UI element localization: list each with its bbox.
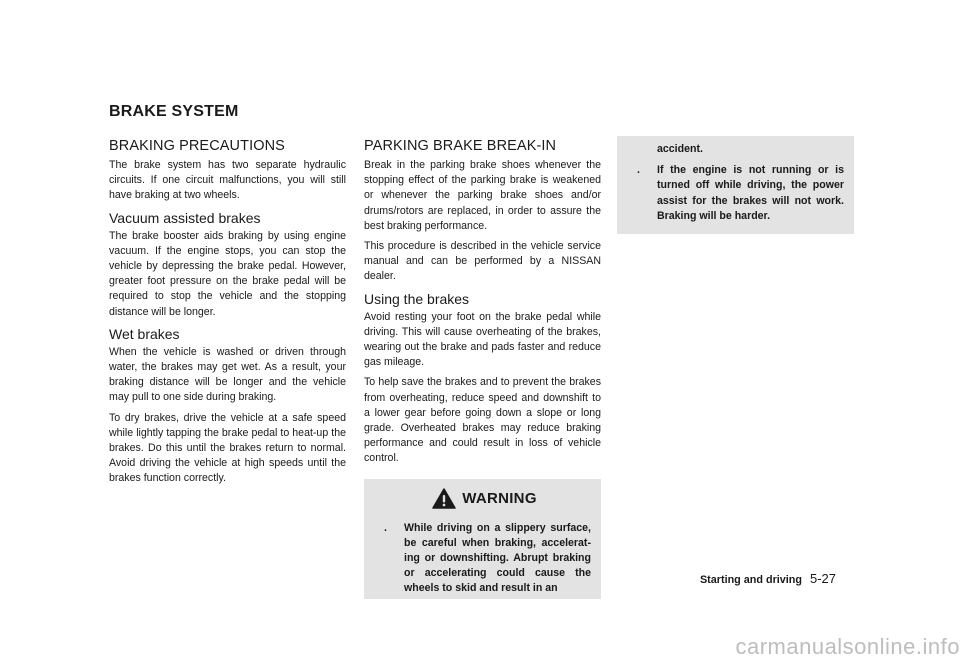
- bullet: .: [637, 164, 640, 177]
- using-brakes-body-2: To help save the brakes and to prevent the brakes from overheating, reduce speed and downshift to a lower gear before going down a slope or long grade. Overheated brakes may reduce braking performance and could result in loss of vehicle control.: [364, 376, 601, 465]
- column-right: [617, 138, 854, 234]
- warning-item-text: While driving on a slippery surface, be careful when braking, accelerat-ing or downshifting. Abrupt braking or accelerating could cause the wheels to skid and result in an: [404, 521, 591, 595]
- parking-brake-body-2: This procedure is described in the vehicle service manual and can be performed by a NISSAN dealer.: [364, 240, 601, 283]
- bullet: .: [384, 521, 387, 534]
- page-footer: [700, 571, 836, 586]
- parking-brake-heading: PARKING BRAKE BREAK-IN: [364, 138, 557, 154]
- parking-brake-body-1: Break in the parking brake shoes whenever the stopping effect of the parking brake is weakened or whenever the parking brake shoes and/or drums/rotors are replaced, in order to assure the best braking performance.: [364, 159, 601, 232]
- warning-item-text: If the engine is not running or is turned off while driving, the power assist for the brakes will not work. Braking will be harder.: [657, 164, 844, 222]
- braking-precautions-intro: The brake system has two separate hydraulic circuits. If one circuit malfunctions, you will still have braking at two wheels.: [109, 159, 346, 202]
- page-number: 5-27: [809, 571, 836, 586]
- warning-title: WARNING: [462, 490, 537, 508]
- braking-precautions-heading: BRAKING PRECAUTIONS: [109, 138, 285, 154]
- warning-continued-text: accident.: [657, 143, 703, 155]
- section-title: BRAKE SYSTEM: [109, 103, 239, 120]
- vacuum-brakes-body: The brake booster aids braking by using engine vacuum. If the engine stops, you can stop the vehicle by depressing the brake pedal. However, greater foot pressure on the brake pedal will be required to stop the vehicle and the stopping distance will be longer.: [109, 229, 346, 318]
- warning-list: [378, 521, 591, 597]
- warning-item: [378, 521, 591, 597]
- watermark: carmanualsonline.info: [735, 634, 960, 659]
- warning-header: [378, 479, 591, 519]
- using-brakes-heading: Using the brakes: [364, 290, 470, 307]
- warning-triangle-icon: [432, 488, 456, 509]
- warning-list-continued: [631, 163, 844, 224]
- wet-brakes-heading: Wet brakes: [109, 325, 180, 342]
- using-brakes-body-1: Avoid resting your foot on the brake pedal while driving. This will cause overheating of the brakes, wearing out the brake and pads faster and reduce gas mileage.: [364, 310, 601, 369]
- wet-brakes-body-1: When the vehicle is washed or driven through water, the brakes may get wet. As a result, your braking distance will be longer and the vehicle may pull to one side during braking.: [109, 345, 346, 404]
- warning-box: [364, 479, 601, 599]
- vacuum-brakes-heading: Vacuum assisted brakes: [109, 209, 261, 226]
- wet-brakes-body-2: To dry brakes, drive the vehicle at a safe speed while lightly tapping the brake pedal to heat-up the brakes. Do this until the brakes return to normal. Avoid driving the vehicle at high speeds until the brakes function correctly.: [109, 411, 346, 485]
- column-left: [109, 138, 346, 492]
- warning-item: [631, 163, 844, 224]
- chapter-label: Starting and driving: [699, 574, 802, 586]
- warning-box-continued: [617, 136, 854, 234]
- column-middle: [364, 138, 601, 599]
